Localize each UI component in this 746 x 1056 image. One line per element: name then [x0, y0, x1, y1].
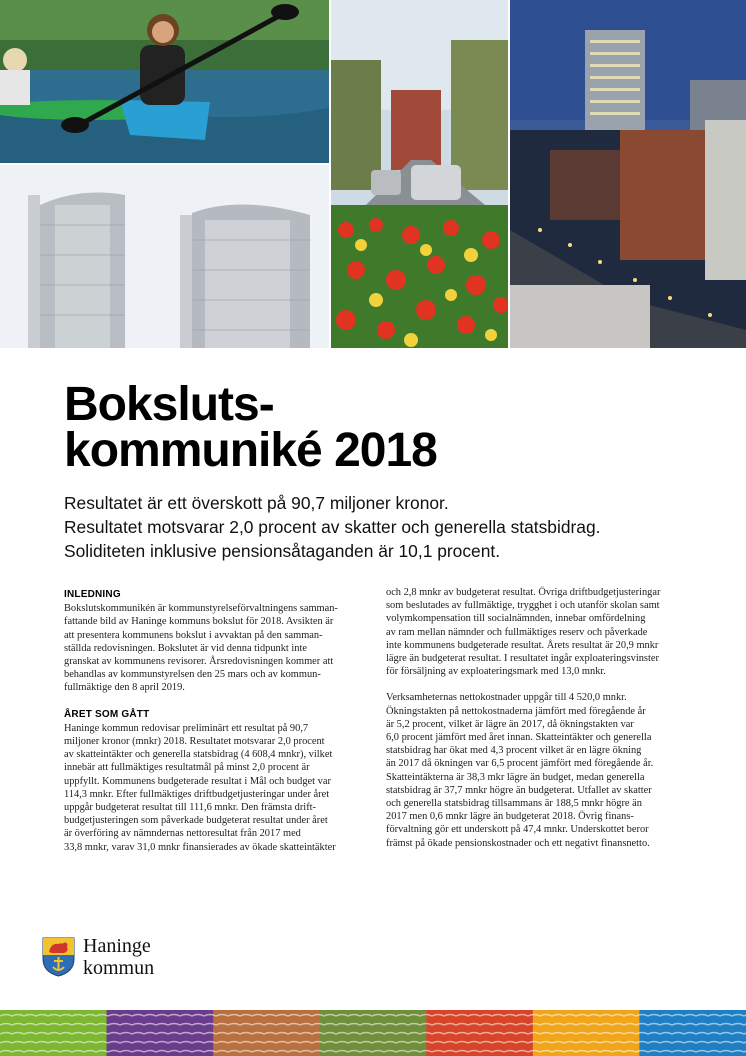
- text-line: Haninge kommun redovisar preliminärt ett resultat på 90,7: [64, 722, 309, 734]
- text-line: 2017 men 0,6 mnkr lägre än budgeterat 2018. Övrig finans-: [386, 811, 634, 823]
- text-line: och 2,8 mnkr av budgeterat resultat. Övriga driftbudgetjusteringar: [386, 587, 661, 598]
- text-line: Verksamheternas nettokostnader uppgår till 4 520,0 mnkr.: [386, 692, 627, 704]
- intro-paragraph: [64, 602, 364, 694]
- text-line: att presentera kommunens bokslut i avvaktan på den samman-: [64, 629, 323, 641]
- lead-summary: [64, 491, 734, 563]
- spacer: [64, 695, 364, 708]
- text-line: 33,8 mnkr, varav 31,0 mnkr finansierades av ökade skatteintäkter: [64, 841, 336, 853]
- photo-collage: [0, 0, 746, 348]
- lead-line: Soliditeten inklusive pensionsåtaganden är 10,1 procent.: [64, 541, 501, 561]
- text-line: Ökningstakten på nettokostnaderna jämfört med föregående år: [386, 705, 646, 717]
- text-line: av ram mellan nämnder och fullmäktiges reserv och påverkade: [386, 626, 648, 638]
- lead-line: Resultatet motsvarar 2,0 procent av skatter och generella statsbidrag.: [64, 517, 601, 537]
- text-line: är 5,2 procent, vilket är lägre än 2017, då ökningstakten var: [386, 718, 634, 730]
- left-column: [64, 588, 364, 854]
- text-line: uppgår budgeterat resultat till 111,6 mnkr. Den främsta drift-: [64, 802, 316, 814]
- coat-of-arms-icon: [42, 937, 75, 977]
- text-line: ställda redovisningen. Bokslutet är vid denna tidpunkt inte: [64, 642, 307, 654]
- text-line: 6,0 procent jämfört med året innan. Skatteintäkter och generella: [386, 732, 652, 744]
- logo-wordmark: [83, 935, 154, 979]
- text-line: främst på ökade pensionskostnader och ett negativt finansnetto.: [386, 837, 650, 849]
- result-paragraph: [386, 586, 686, 678]
- text-line: statsbidrag har ökat med 4,3 procent vilket är en lägre ökning: [386, 745, 642, 757]
- costs-paragraph: [386, 691, 686, 849]
- spacer: [386, 678, 686, 691]
- city-night-photo: [510, 0, 746, 348]
- text-line: uppfyllt. Kommunens budgeterade resultat i Mål och budget var: [64, 775, 331, 787]
- text-line: Skatteintäkterna är 38,3 mkr lägre än budget, medan generella: [386, 771, 645, 783]
- text-line: än 2017 då ökningen var 6,5 procent jämfört med föregående år.: [386, 758, 654, 770]
- color-wave-band: [0, 1010, 746, 1056]
- page-title: [64, 378, 437, 477]
- text-line: och generella statsbidrag tillsammans är 188,5 mnkr högre än: [386, 798, 642, 810]
- text-line: som beslutades av fullmäktige, trygghet i och utanför skolan samt: [386, 600, 660, 612]
- logo-line-2: kommun: [83, 957, 155, 979]
- text-line: fattande bild av Haninge kommuns bokslut för 2018. Avsikten är: [64, 616, 334, 628]
- text-line: innebär att fullmäktiges resultatmål på minst 2,0 procent är: [64, 762, 310, 774]
- text-line: lägre än budgeterat resultat. I resultatet ingår exploateringsvinster: [386, 653, 659, 665]
- intro-heading: INLEDNING: [64, 589, 121, 600]
- text-line: Bokslutskommunikén är kommunstyrelseförvaltningens samman-: [64, 603, 338, 615]
- text-line: inte kommunens budgeterade resultat. Årets resultat är 20,9 mnkr: [386, 639, 659, 651]
- text-line: förvaltning gör ett underskott på 47,4 mnkr. Underskottet beror: [386, 824, 649, 836]
- text-line: 114,3 mnkr. Efter fullmäktiges driftbudgetjusteringar under året: [64, 788, 330, 800]
- right-column: [386, 586, 686, 850]
- year-heading: ÅRET SOM GÅTT: [64, 708, 150, 720]
- text-line: budgetjusteringen som påverkade budgeterat resultat under året: [64, 815, 328, 827]
- text-line: för försäljning av exploateringsmark med 13,0 mnkr.: [386, 666, 606, 678]
- text-line: är överföring av nämndernas nettoresultat från 2017 med: [64, 828, 301, 840]
- logo-line-1: Haninge: [83, 935, 151, 957]
- text-line: statsbidrag är 37,7 mnkr högre än budgeterat. Utfallet av skatter: [386, 784, 652, 796]
- text-line: miljoner kronor (mnkr) 2018. Resultatet motsvarar 2,0 procent: [64, 736, 325, 748]
- title-line-1: Boksluts-: [64, 378, 274, 431]
- text-line: behandlas av kommunstyrelsen den 25 mars och av kommun-: [64, 669, 321, 681]
- wave-band-graphic: [0, 1010, 746, 1056]
- text-line: granskat av kommunens revisorer. Årsredovisningen kommer att: [64, 656, 334, 668]
- title-line-2: kommuniké 2018: [64, 424, 437, 477]
- text-line: volymkompensation till socialnämnden, innebar omfördelning: [386, 613, 646, 625]
- lead-line: Resultatet är ett överskott på 90,7 miljoner kronor.: [64, 493, 449, 513]
- street-tulips-photo: [331, 0, 508, 348]
- water-towers-photo: [0, 165, 329, 348]
- haninge-logo: [42, 935, 182, 981]
- text-line: av skatteintäkter och generella statsbidrag (4 608,4 mnkr), vilket: [64, 749, 333, 761]
- text-line: fullmäktige den 8 april 2019.: [64, 682, 185, 694]
- year-paragraph: [64, 722, 364, 854]
- kayak-photo: [0, 0, 329, 163]
